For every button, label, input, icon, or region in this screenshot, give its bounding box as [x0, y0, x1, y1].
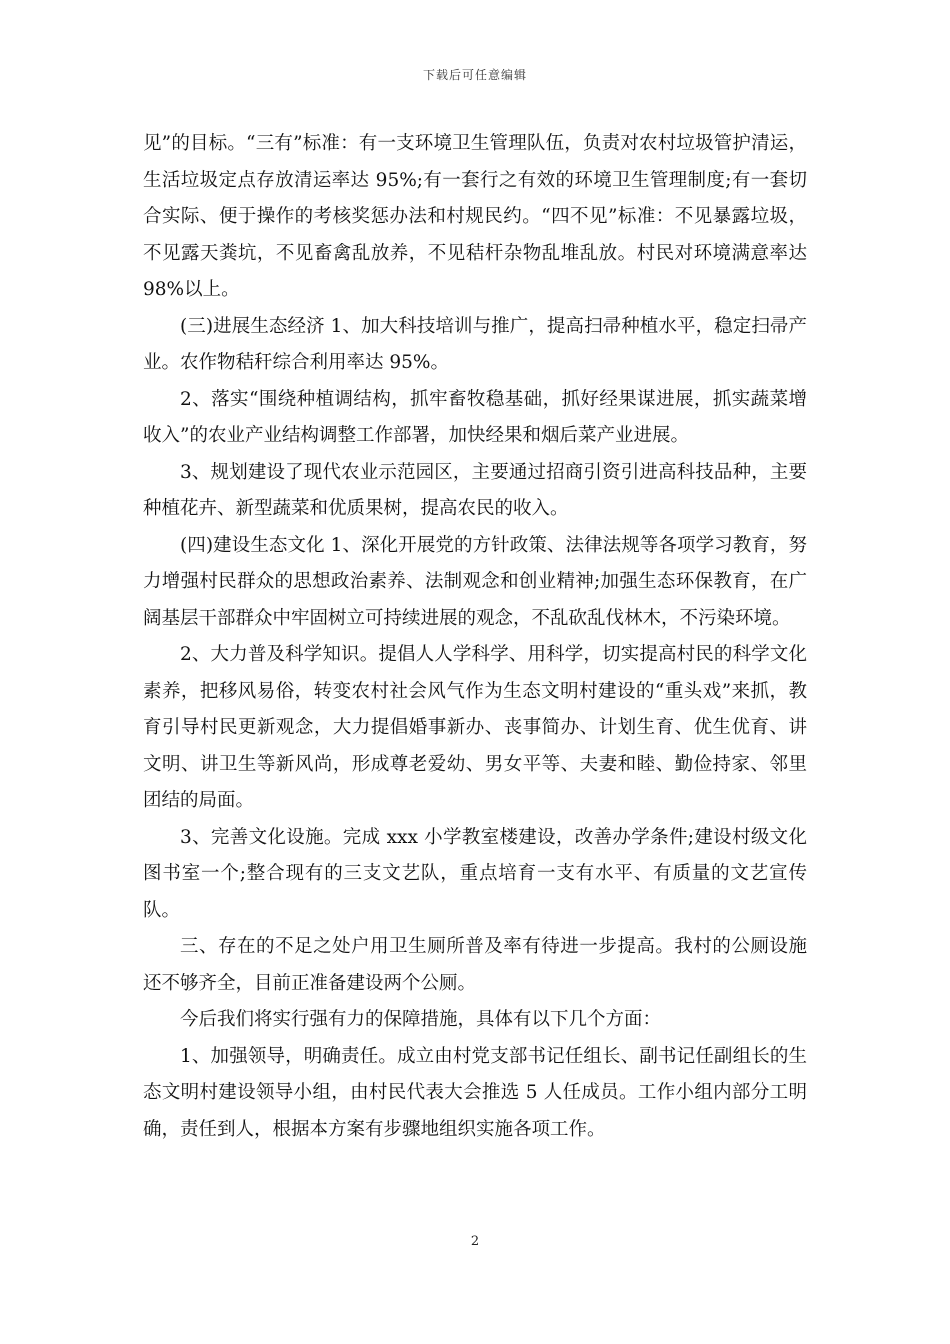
document-body	[143, 126, 807, 1148]
page-number: 2	[470, 1234, 480, 1249]
paragraph-4: 3、规划建设了现代农业示范园区，主要通过招商引资引进高科技品种，主要种植花卉、新型蔬菜和优质果树，提高农民的收入。	[143, 461, 807, 519]
paragraph-2: (三)进展生态经济 1、加大科技培训与推广，提高扫帚种植水平，稳定扫帚产业。农作物秸秆综合利用率达 95%。	[143, 315, 807, 373]
paragraph-10: 1、加强领导，明确责任。成立由村党支部书记任组长、副书记任副组长的生态文明村建设领导小组，由村民代表大会推选 5 人任成员。工作小组内部分工明确，责任到人，根据本方案有步骤地组织实施各项工作。	[143, 1045, 807, 1140]
paragraph-7: 3、完善文化设施。完成 xxx 小学教室楼建设，改善办学条件;建设村级文化图书室一个;整合现有的三支文艺队，重点培育一支有水平、有质量的文艺宣传队。	[143, 826, 807, 921]
paragraph-3: 2、落实“围绕种植调结构，抓牢畜牧稳基础，抓好经果谋进展，抓实蔬菜增收入”的农业产业结构调整工作部署，加快经果和烟后菜产业进展。	[143, 388, 807, 446]
paragraph-6: 2、大力普及科学知识。提倡人人学科学、用科学，切实提高村民的科学文化素养，把移风易俗，转变农村社会风气作为生态文明村建设的“重头戏”来抓，教育引导村民更新观念，大力提倡婚事新办、丧事简办、计划生育、优生优育、讲文明、讲卫生等新风尚，形成尊老爱幼、男女平等、夫妻和睦、勤俭持家、邻里团结的局面。	[143, 644, 807, 811]
paragraph-1: 见”的目标。“三有”标准：有一支环境卫生管理队伍，负责对农村垃圾管护清运，生活垃圾定点存放清运率达 95%;有一套行之有效的环境卫生管理制度;有一套切合实际、便于操作的考核奖惩办法和村规民约。“四不见”标准：不见暴露垃圾，不见露天粪坑，不见畜禽乱放养，不见秸杆杂物乱堆乱放。村民对环境满意率达 98%以上。	[143, 133, 807, 300]
paragraph-8: 三、存在的不足之处户用卫生厕所普及率有待进一步提高。我村的公厕设施还不够齐全，目前正准备建设两个公厕。	[143, 936, 807, 994]
paragraph-9: 今后我们将实行强有力的保障措施，具体有以下几个方面：	[180, 1009, 662, 1030]
page-header: 下载后可任意编辑	[422, 68, 527, 82]
paragraph-5: (四)建设生态文化 1、深化开展党的方针政策、法律法规等各项学习教育，努力增强村民群众的思想政治素养、法制观念和创业精神;加强生态环保教育，在广阔基层干部群众中牢固树立可持续进展的观念，不乱砍乱伐林木，不污染环境。	[143, 534, 807, 629]
